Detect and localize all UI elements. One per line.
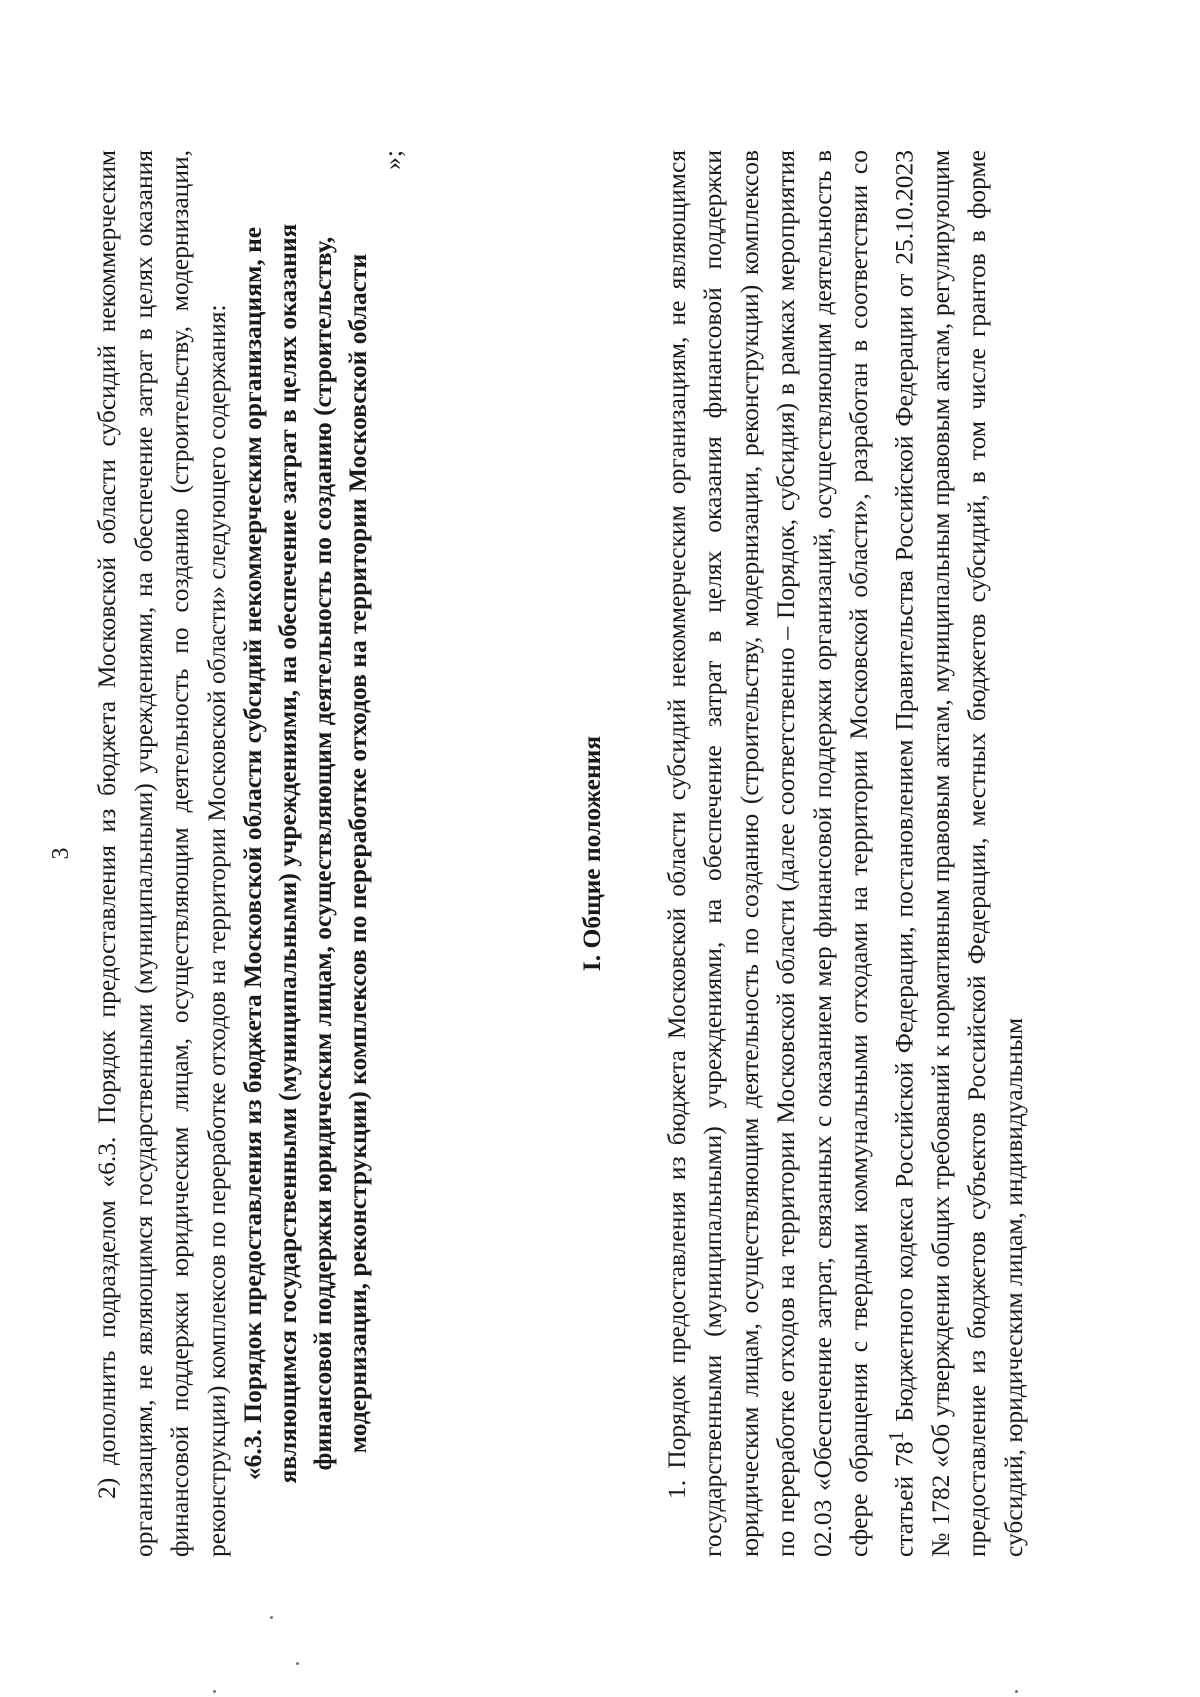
section-heading: I. Общие положения — [576, 735, 606, 972]
subsection-title: «6.3. Порядок предоставления из бюджета Московской области субсидий некоммерческим организациям, не являющимся государственными (муниципальными) учреждениями, на обеспечение затрат в целях оказания финансовой поддержки юридическим лицам, осуществляющим деятельность по созданию (строительству, модернизации, реконструкции) комплексов по переработке отходов на территории Московской области — [238, 223, 372, 1484]
scan-speck — [270, 1616, 273, 1619]
amendment-paragraph: 2) дополнить подразделом «6.3. Порядок предоставления из бюджета Московской области субсидий некоммерческим организациям, не являющимся государственными (муниципальными) учреждениями, на обеспечение затрат в целях оказания финансовой поддержки юридическим лицам, осуществляющим деятельность по созданию (строительству, модернизации, реконструкции) комплексов по переработке отходов на территории Московской области» следующего содержания: — [92, 150, 231, 1557]
paragraph-text: 1. Порядок предоставления из бюджета Московской области субсидий некоммерческим организациям, не являющимся государственными (муниципальными) учреждениями, на обеспечение затрат в целях оказания финансовой поддержки юридическим лицам, осуществляющим деятельность по созданию (строительству, модернизации, реконструкции) комплексов по переработке отходов на территории Московской области (далее соответственно – Порядок, субсидия) в рамках мероприятия 02.03 «Обеспечение затрат, связанных с оказанием мер финансовой поддержки организаций, осуществляющим деятельность в сфере обращения с твердыми коммунальными отходами на территории Московской области», разработан в соответствии со статьей 78 — [661, 150, 918, 1557]
paragraph-text-continued: Бюджетного кодекса Российской Федерации, постановлением Правительства Российской Федерации от 25.10.2023 № 1782 «Об утверждении общих требований к нормативным правовым актам, муниципальным правовым актам, регулирующим предоставление из бюджетов субъектов Российской Федерации, местных бюджетов субсидий, в том числе грантов в форме субсидий, юридическим лицам, индивидуальным — [889, 150, 1028, 1557]
scan-speck — [296, 1662, 299, 1665]
body-paragraph — [659, 150, 1033, 1557]
scan-speck — [213, 1690, 216, 1693]
scan-speck — [1015, 1690, 1018, 1693]
page-number: 3 — [48, 847, 74, 860]
closing-quote: »; — [378, 150, 407, 170]
article-superscript: 1 — [883, 1430, 908, 1442]
